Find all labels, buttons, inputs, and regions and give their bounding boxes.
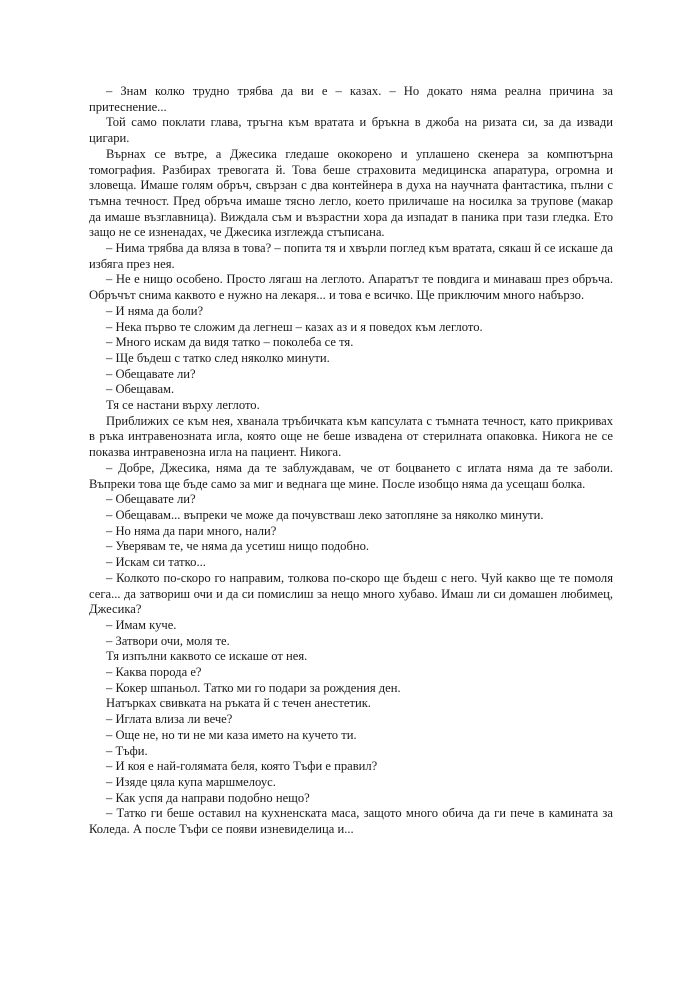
paragraph: – Имам куче.: [106, 617, 177, 632]
paragraph: – Обещавате ли?: [106, 366, 196, 381]
paragraph: – Колкото по-скоро го направим, толкова по-скоро ще бъдеш с него. Чуй какво ще те помоля сега... да затвориш очи и да си помислиш за нещо много хубаво. Имаш ли си домашен любимец, Джесика?: [89, 570, 613, 617]
paragraph: – Още не, но ти не ми каза името на кучето ти.: [106, 727, 357, 742]
paragraph: – Много искам да видя татко – поколеба се тя.: [106, 335, 354, 350]
paragraph: – Татко ги беше оставил на кухненската маса, защото много обича да ги пече в камината за Коледа. А после Тъфи се появи изневиделица и...: [89, 806, 613, 837]
body-text: [89, 84, 613, 838]
paragraph: – Изяде цяла купа маршмелоус.: [106, 774, 276, 789]
paragraph: – Ще бъдеш с татко след няколко минути.: [106, 350, 330, 365]
paragraph: – Тъфи.: [106, 743, 148, 758]
paragraph: – Иглата влиза ли вече?: [106, 712, 233, 727]
paragraph: Върнах се вътре, а Джесика гледаше ококорено и уплашено скенера за компютърна томография. Разбирах тревогата й. Това беше страховита медицинска апаратура, огромна и зловеща. Имаше голям обръч, свързан с два контейнера в духа на научната фантастика, пълни с тъмна течност. Пред обръча имаше тясно легло, което приличаше на носилка за трупове (макар да имаше възглавница). Виждала съм и възрастни хора да изпадат в паника при тази гледка. Ето защо не се изненадах, че Джесика изглежда стъписана.: [89, 146, 613, 240]
paragraph: – Добре, Джесика, няма да те заблуждавам, че от боцването с иглата няма да те заболи. Въпреки това ще бъде само за миг и веднага ще мине. После изобщо няма да усещаш болка.: [89, 460, 613, 491]
paragraph: – Обещавам... въпреки че може да почувстваш леко затопляне за няколко минути.: [106, 507, 544, 522]
paragraph: – Искам си татко...: [106, 555, 206, 570]
paragraph: – Каква порода е?: [106, 665, 202, 680]
paragraph: – Обещавате ли?: [106, 492, 196, 507]
paragraph: Приближих се към нея, хванала тръбичката към капсулата с тъмната течност, като прикривах в ръка интравенозната игла, която още не беше извадена от стерилната опаковка. Никога не се показва интравенозна игла на пациент. Никога.: [89, 413, 613, 460]
paragraph: Тя се настани върху леглото.: [106, 398, 260, 413]
paragraph: – Не е нищо особено. Просто лягаш на леглото. Апаратът те повдига и минаваш през обръча. Обръчът снима каквото е нужно на лекаря... и това е всичко. Ще приключим много набързо.: [89, 272, 613, 303]
paragraph: Натърках свивката на ръката й с течен анестетик.: [106, 696, 371, 711]
paragraph: – Нима трябва да вляза в това? – попита тя и хвърли поглед към вратата, сякаш й се искаше да избяга през нея.: [89, 241, 613, 271]
paragraph: – Обещавам.: [106, 382, 175, 397]
paragraph: – Затвори очи, моля те.: [106, 633, 230, 648]
paragraph: – Но няма да пари много, нали?: [106, 523, 277, 538]
paragraph: – Кокер шпаньол. Татко ми го подари за рождения ден.: [106, 680, 401, 695]
paragraph: – И няма да боли?: [106, 303, 204, 318]
paragraph: – И коя е най-голямата беля, която Тъфи е правил?: [106, 759, 378, 774]
paragraph: – Как успя да направи подобно нещо?: [106, 790, 310, 805]
paragraph: – Уверявам те, че няма да усетиш нищо подобно.: [106, 539, 370, 554]
paragraph: – Нека първо те сложим да легнеш – казах аз и я поведох към леглото.: [106, 319, 483, 334]
paragraph: – Знам колко трудно трябва да ви е – казах. – Но докато няма реална причина за притеснение...: [89, 84, 613, 114]
paragraph: Той само поклати глава, тръгна към вратата и бръкна в джоба на ризата си, за да извади цигари.: [89, 115, 613, 146]
paragraph: Тя изпълни каквото се искаше от нея.: [106, 649, 308, 664]
